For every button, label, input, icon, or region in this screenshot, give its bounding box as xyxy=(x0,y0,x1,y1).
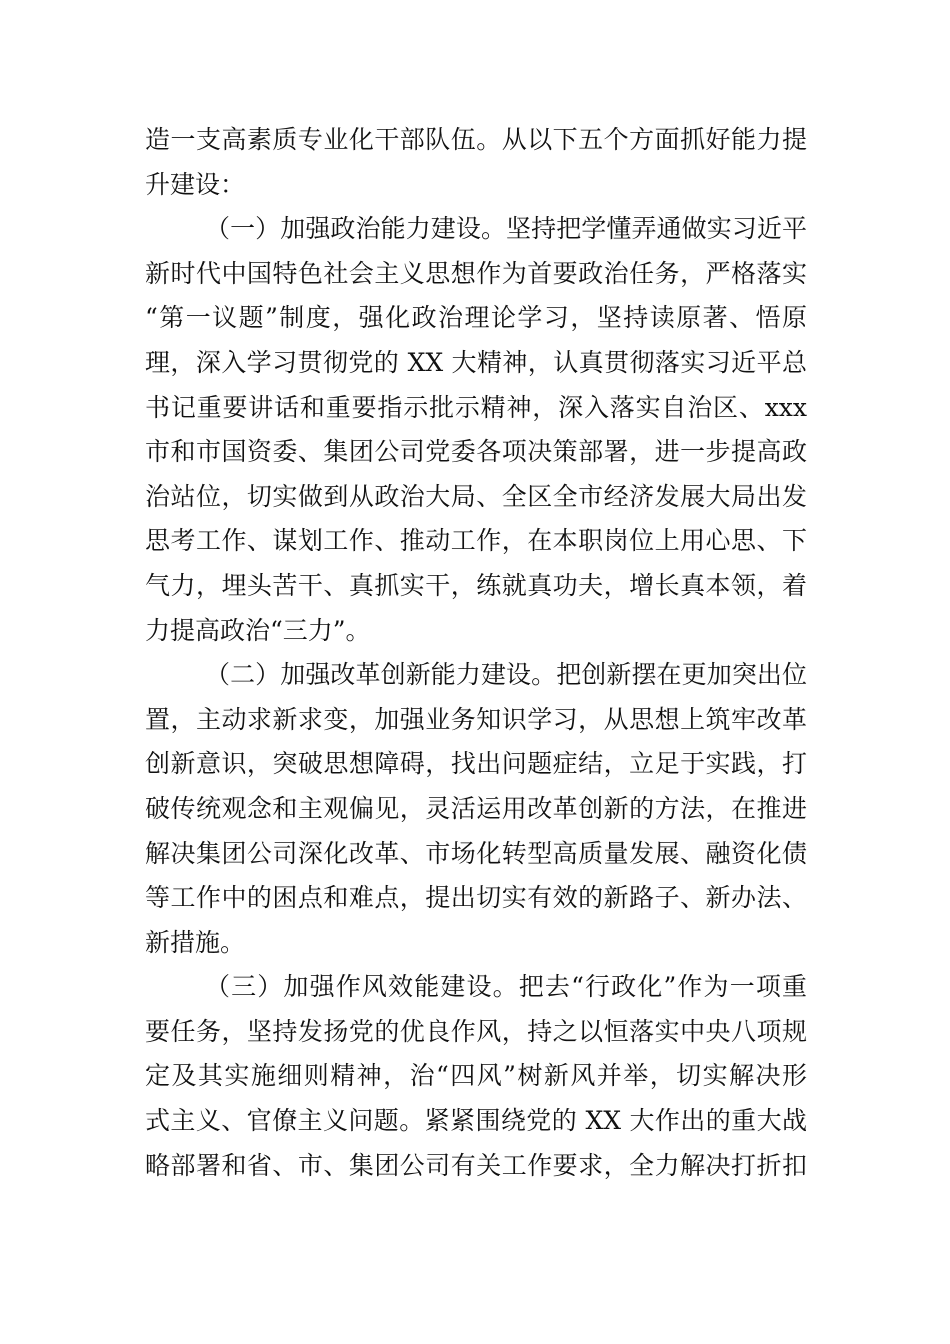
text-line: 式主义、官僚主义问题。紧紧围绕党的 XX 大作出的重大战 xyxy=(145,1106,807,1136)
body-text xyxy=(145,118,807,1188)
text-line: 书记重要讲话和重要指示批示精神，深入落实自治区、xxx xyxy=(145,392,807,422)
text-line: 气力，埋头苦干、真抓实干，练就真功夫，增长真本领，着 xyxy=(145,570,807,600)
text-line: 等工作中的困点和难点，提出切实有效的新路子、新办法、 xyxy=(145,883,807,913)
text-line: 理，深入学习贯彻党的 XX 大精神，认真贯彻落实习近平总 xyxy=(145,347,807,377)
text-line: 要任务，坚持发扬党的优良作风，持之以恒落实中央八项规 xyxy=(145,1016,807,1046)
text-line: 力提高政治“三力”。 xyxy=(145,615,371,645)
text-line: 升建设： xyxy=(145,169,246,199)
paragraph-3-heading-line: （三）加强作风效能建设。把去“行政化”作为一项重 xyxy=(205,972,807,1002)
text-line: 新时代中国特色社会主义思想作为首要政治任务，严格落实 xyxy=(145,258,807,288)
text-line: 略部署和省、市、集团公司有关工作要求，全力解决打折扣 xyxy=(145,1150,807,1180)
text-line: 新措施。 xyxy=(145,927,246,957)
text-line: 创新意识，突破思想障碍，找出问题症结，立足于实践，打 xyxy=(145,749,807,779)
text-line: 置，主动求新求变，加强业务知识学习，从思想上筑牢改革 xyxy=(145,704,807,734)
text-line: 定及其实施细则精神，治“四风”树新风并举，切实解决形 xyxy=(145,1061,807,1091)
paragraph-2-heading-line: （二）加强改革创新能力建设。把创新摆在更加突出位 xyxy=(205,660,807,690)
text-line: “第一议题”制度，强化政治理论学习，坚持读原著、悟原 xyxy=(145,303,807,333)
paragraph-1-heading-line: （一）加强政治能力建设。坚持把学懂弄通做实习近平 xyxy=(205,214,807,244)
text-line: 解决集团公司深化改革、市场化转型高质量发展、融资化债 xyxy=(145,838,807,868)
text-line: 治站位，切实做到从政治大局、全区全市经济发展大局出发 xyxy=(145,481,807,511)
text-line: 市和市国资委、集团公司党委各项决策部署，进一步提高政 xyxy=(145,437,807,467)
text-line: 破传统观念和主观偏见，灵活运用改革创新的方法，在推进 xyxy=(145,793,807,823)
text-line: 思考工作、谋划工作、推动工作，在本职岗位上用心思、下 xyxy=(145,526,807,556)
text-line: 造一支高素质专业化干部队伍。从以下五个方面抓好能力提 xyxy=(145,125,807,154)
